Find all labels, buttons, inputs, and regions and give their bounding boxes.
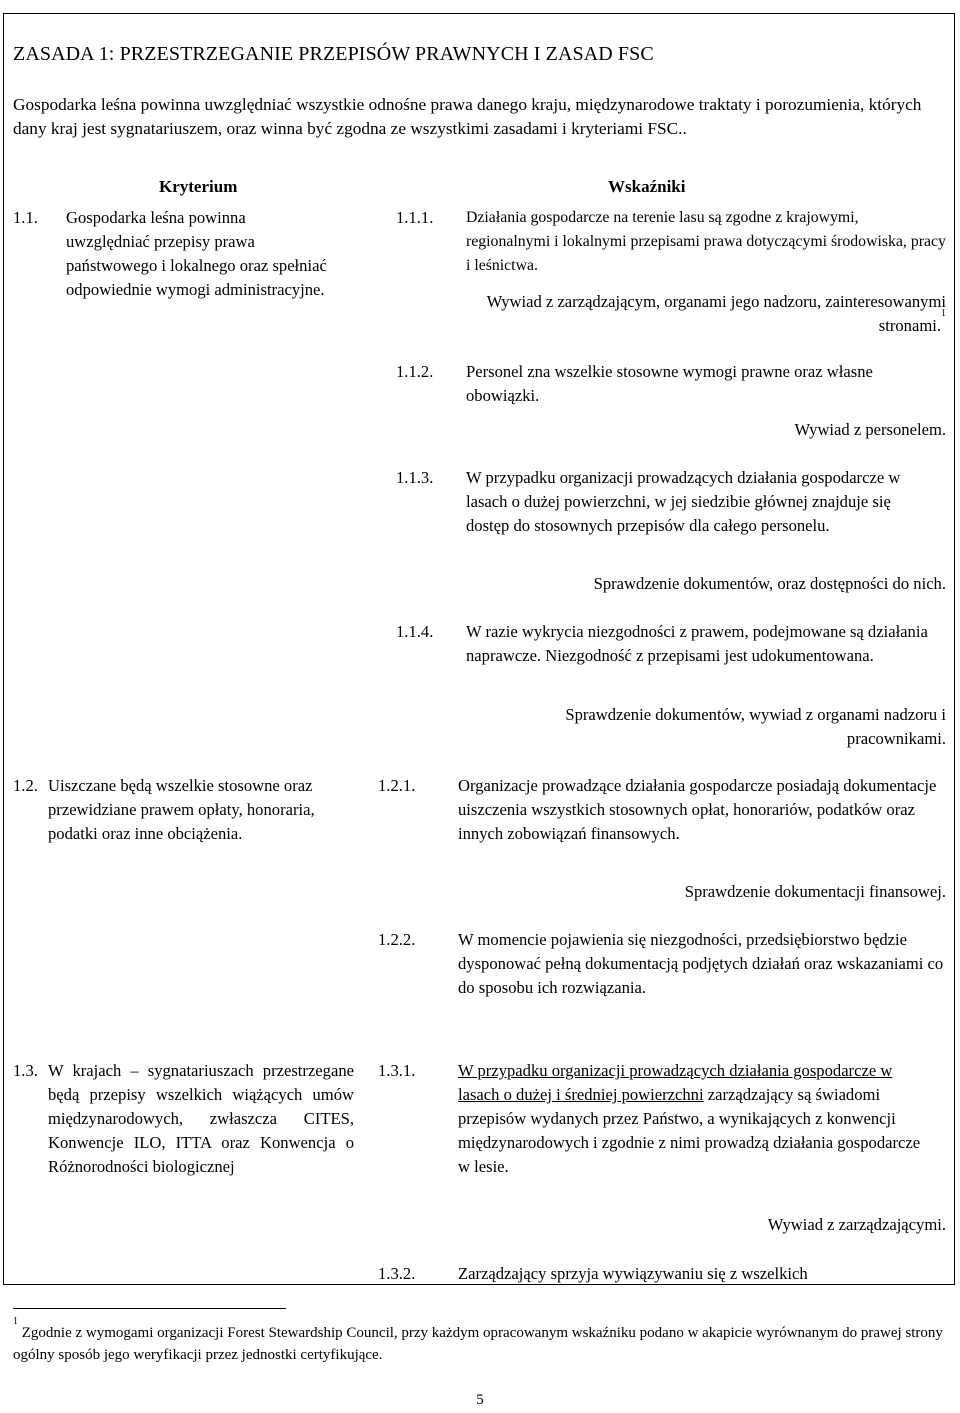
indicator-number: 1.2.2. <box>378 930 416 949</box>
indicator-text: W momencie pojawienia się niezgodności, przedsiębiorstwo będzie dysponować pełną dokumentacją podjętych działań oraz wskazaniami co do sposobu ich rozwiązania. <box>458 930 944 997</box>
criterion-number: 1.1. <box>13 208 38 227</box>
indicator-text: Zarządzający sprzyja wywiązywaniu się z wszelkich <box>458 1264 808 1283</box>
indicator-number: 1.3.2. <box>378 1264 416 1283</box>
indicator-text: Organizacje prowadzące działania gospodarcze posiadają dokumentacje uiszczenia wszystkich stosownych opłat, honorariów, podatków oraz innych zobowiązań finansowych. <box>458 776 937 843</box>
indicator-verification: Sprawdzenie dokumentów, wywiad z organami nadzoru i pracownikami. <box>565 705 946 748</box>
indicator-text: W przypadku organizacji prowadzących działania gospodarcze w lasach o dużej i średniej powierzchni zarządzający są świadomi przepisów wydanych przez Państwo, a wynikających z konwencji międzynarodowych i zgodnie z nimi prowadzą działania gospodarcze w lesie. <box>458 1061 921 1176</box>
criterion-text: Uiszczane będą wszelkie stosowne oraz przewidziane prawem opłaty, honoraria, podatki oraz inne obciążenia. <box>48 776 315 843</box>
indicator-number: 1.2.1. <box>378 776 416 795</box>
principle-heading: ZASADA 1: PRZESTRZEGANIE PRZEPISÓW PRAWNYCH I ZASAD FSC <box>13 43 654 65</box>
indicator-verification: Wywiad z zarządzającym, organami jego nadzoru, zainteresowanymi stronami.$^1$ <box>486 292 946 335</box>
indicator-verification: Sprawdzenie dokumentów, oraz dostępności do nich. <box>593 574 946 593</box>
criterion-text: W krajach – sygnatariuszach przestrzegane będą przepisy wszelkich wiążących umów międzynarodowych, zwłaszcza CITES, Konwencje ILO, ITTA oraz Konwencja o Różnorodności biologicznej <box>48 1061 354 1176</box>
criterion-number: 1.3. <box>13 1061 38 1080</box>
indicator-number: 1.1.2. <box>396 362 434 381</box>
footnote-separator <box>13 1308 286 1309</box>
indicator-verification: Wywiad z personelem. <box>794 420 946 439</box>
indicator-number: 1.3.1. <box>378 1061 416 1080</box>
principle-intro: Gospodarka leśna powinna uwzględniać wszystkie odnośne prawa danego kraju, międzynarodowe traktaty i porozumienia, których dany kraj jest sygnatariuszem, oraz winna być zgodna ze wszystkimi zasadami i kryteriami FSC.. <box>13 95 922 138</box>
indicator-verification: Sprawdzenie dokumentacji finansowej. <box>684 882 946 901</box>
indicator-text: W przypadku organizacji prowadzących działania gospodarcze w lasach o dużej powierzchni, w jej siedzibie głównej znajduje się dostęp do stosownych przepisów dla całego personelu. <box>466 468 901 535</box>
indicator-text: Personel zna wszelkie stosowne wymogi prawne oraz własne obowiązki. <box>466 362 873 405</box>
criterion-number: 1.2. <box>13 776 38 795</box>
footnote-reference[interactable]: 1 <box>941 308 946 319</box>
indicator-text: W razie wykrycia niezgodności z prawem, podejmowane są działania naprawcze. Niezgodność z przepisami jest udokumentowana. <box>466 622 928 665</box>
indicators-column-header: Wskaźniki <box>608 177 686 196</box>
criterion-column-header: Kryterium <box>159 177 238 196</box>
footnote: $^1$ Zgodnie z wymogami organizacji Forest Stewardship Council, przy każdym opracowanym wskaźniku podano w akapicie wyrównanym do prawej strony ogólny sposób jego weryfikacji przez jednostki certyfikujące. <box>13 1316 943 1363</box>
footnote-mark: 1 <box>13 1316 18 1327</box>
indicator-number: 1.1.4. <box>396 622 434 641</box>
indicator-verification: Wywiad z zarządzającymi. <box>767 1215 946 1234</box>
indicator-text: Działania gospodarcze na terenie lasu są zgodne z krajowymi, regionalnymi i lokalnymi przepisami prawa dotyczącymi środowiska, pracy i leśnictwa. <box>466 209 946 274</box>
indicator-number: 1.1.1. <box>396 208 434 227</box>
indicator-number: 1.1.3. <box>396 468 434 487</box>
criterion-text: Gospodarka leśna powinna uwzględniać przepisy prawa państwowego i lokalnego oraz spełniać odpowiednie wymogi administracyjne. <box>66 208 327 299</box>
page-number: 5 <box>476 1392 484 1408</box>
